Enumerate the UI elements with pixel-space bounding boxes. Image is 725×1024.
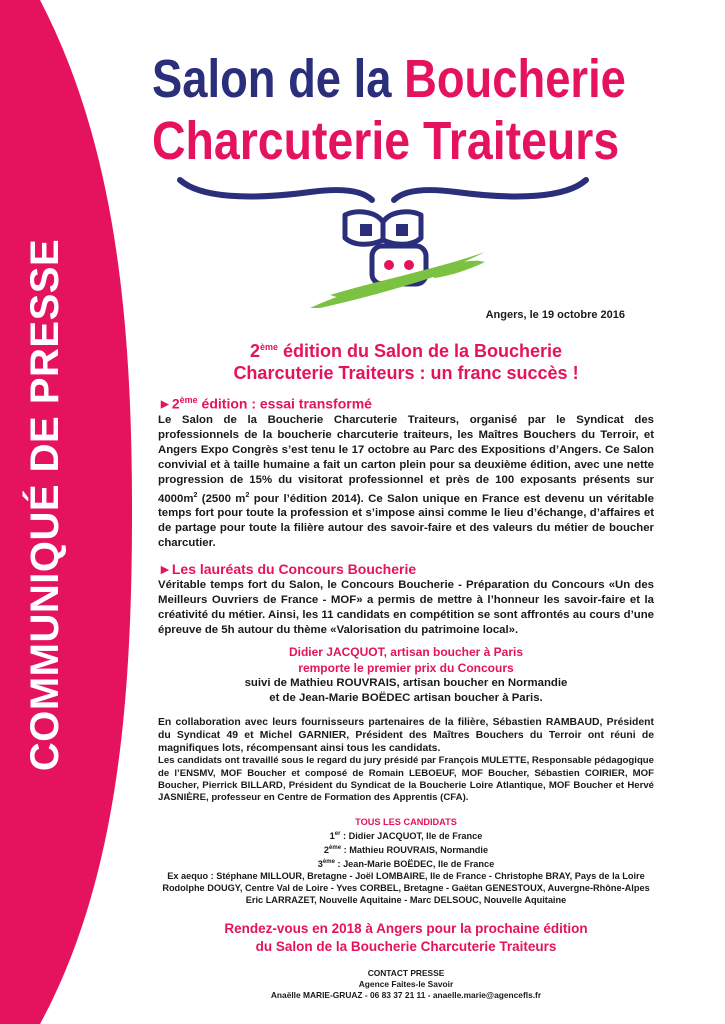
rank-2-num: 2 <box>323 845 330 856</box>
exaequo-line1: Ex aequo : Stéphane MILLOUR, Bretagne - Joël LOMBAIRE, Ile de France - Christophe BRAY, Pays de la Loire <box>167 871 645 882</box>
followed-line2: et de Jean-Marie BOËDEC artisan boucher à Paris. <box>269 692 543 705</box>
logo-text-boucherie: Boucherie <box>404 49 626 109</box>
side-banner-title: COMMUNIQUÉ DE PRESSE <box>23 238 67 772</box>
partners-paragraph: En collaboration avec leurs fournisseurs partenaires de la filière, Sébastien RAMBAUD, Président du Syndicat 49 et Michel GARNIER, Président des Maîtres Bouchers du Terroir ont réuni de magnifiques lots, récompensant ainsi tous les candidats. <box>158 717 654 755</box>
winner-block <box>158 644 654 676</box>
contact-block <box>158 968 654 1001</box>
exaequo-line2: Rodolphe DOUGY, Centre Val de Loire - Yves CORBEL, Bretagne - Gaëtan GENESTOUX, Auvergne-Rhône-Alpes <box>162 883 650 894</box>
section1-sup1: 2 <box>193 491 198 499</box>
rank-1-num: 1 <box>329 831 335 842</box>
section1-paragraph <box>158 413 654 552</box>
section1-text-b: (2500 m <box>197 492 246 505</box>
winner-line2: remporte le premier prix du Concours <box>298 661 514 676</box>
rank-1 <box>158 828 654 842</box>
press-content <box>158 336 654 1001</box>
press-date: Angers, le 19 octobre 2016 <box>485 309 625 321</box>
headline <box>158 336 654 384</box>
logo-text-salon: Salon de la <box>152 49 392 109</box>
section2-title: ►Les lauréats du Concours Boucherie <box>158 561 417 578</box>
headline-line2: Charcuterie Traiteurs : un franc succès ! <box>233 363 579 383</box>
bull-logo-icon <box>140 40 680 320</box>
contact-title: CONTACT PRESSE <box>367 968 445 979</box>
followed-line1: suivi de Mathieu ROUVRAIS, artisan boucher en Normandie <box>244 677 568 690</box>
section1-sup: ème <box>179 395 198 405</box>
headline-sup: ème <box>259 342 278 352</box>
jury-paragraph: Les candidats ont travaillé sous le regard du jury présidé par François MULETTE, Responsable pédagogique de l’ENSMV, MOF Boucher et composé de Romain LEBOEUF, MOF Boucher, Sébastien COIRIER, MOF Boucher, Pierrick BILLARD, Président du Syndicat de la Boucherie Loire Atlantique, MOF Boucher et Hervé JASNIÈRE, professeur en Centre de Formation des Apprentis (CFA). <box>158 755 654 804</box>
section1-sup2: 2 <box>245 491 250 499</box>
section1-title-rest: édition : essai transformé <box>197 395 372 412</box>
rank-1-sup: er <box>334 831 341 838</box>
section1-prefix: ►2 <box>158 395 180 412</box>
candidates-block <box>158 816 654 906</box>
rank-3-sup: ème <box>322 859 335 866</box>
followers-block <box>158 676 654 706</box>
candidates-title: TOUS LES CANDIDATS <box>355 817 457 828</box>
contact-details: Anaëlle MARIE-GRUAZ - 06 83 37 21 11 - anaelle.marie@agencefls.fr <box>270 990 542 1001</box>
rank-2-text: : Mathieu ROUVRAIS, Normandie <box>341 845 489 856</box>
rank-3 <box>158 856 654 870</box>
section1-text-a: Le Salon de la Boucherie Charcuterie Traiteurs, organisé par le Syndicat des professionnels de la boucherie charcuterie traiteurs, les Maîtres Bouchers du Terroir, et Angers Expo Congrès s’est tenu le 17 octobre au Parc des Expositions d’Angers. Ce Salon convivial et à taille humaine a fait un carton plein pour sa deuxième édition, avec une nette progression de 15% du visitorat professionnel et près de 100 exposants présents sur 4000m <box>158 413 654 505</box>
section1-text-c: pour l’édition 2014). Ce Salon unique en France est devenu un véritable temps fort pour toute la profession et s’impose ainsi comme le lieu d’échange, d’affaires et de partage pour toute la filière autour des savoir-faire et des valeurs du métier de boucher charcutier. <box>158 492 655 550</box>
rank-2 <box>158 842 654 856</box>
rank-2-sup: ème <box>329 845 342 852</box>
rendezvous-block <box>158 920 654 956</box>
headline-num: 2 <box>249 341 260 361</box>
rank-1-text: : Didier JACQUOT, Ile de France <box>340 831 483 842</box>
rendezvous-line1: Rendez-vous en 2018 à Angers pour la prochaine édition <box>224 921 588 937</box>
contact-agency: Agence Faites-le Savoir <box>358 979 454 990</box>
section2-paragraph: Véritable temps fort du Salon, le Concours Boucherie - Préparation du Concours «Un des Meilleurs Ouvriers de France - MOF» a permis de mettre à l’honneur les savoir-faire et la créativité du métier. Ainsi, les 11 candidats en compétition se sont affrontés au cours d’une épreuve de 5h autour du thème «Valorisation du patrimoine local». <box>158 579 654 637</box>
rank-3-text: : Jean-Marie BOËDEC, Ile de France <box>334 859 495 870</box>
winner-line1: Didier JACQUOT, artisan boucher à Paris <box>288 645 524 660</box>
exaequo-line3: Eric LARRAZET, Nouvelle Aquitaine - Marc DELSOUC, Nouvelle Aquitaine <box>245 895 567 906</box>
headline-line1: édition du Salon de la Boucherie <box>277 341 563 361</box>
section1-title <box>158 392 654 413</box>
rank-3-num: 3 <box>317 859 323 870</box>
logo-title-line2: Charcuterie Traiteurs <box>152 111 620 171</box>
rendezvous-line2: du Salon de la Boucherie Charcuterie Traiteurs <box>255 939 557 955</box>
